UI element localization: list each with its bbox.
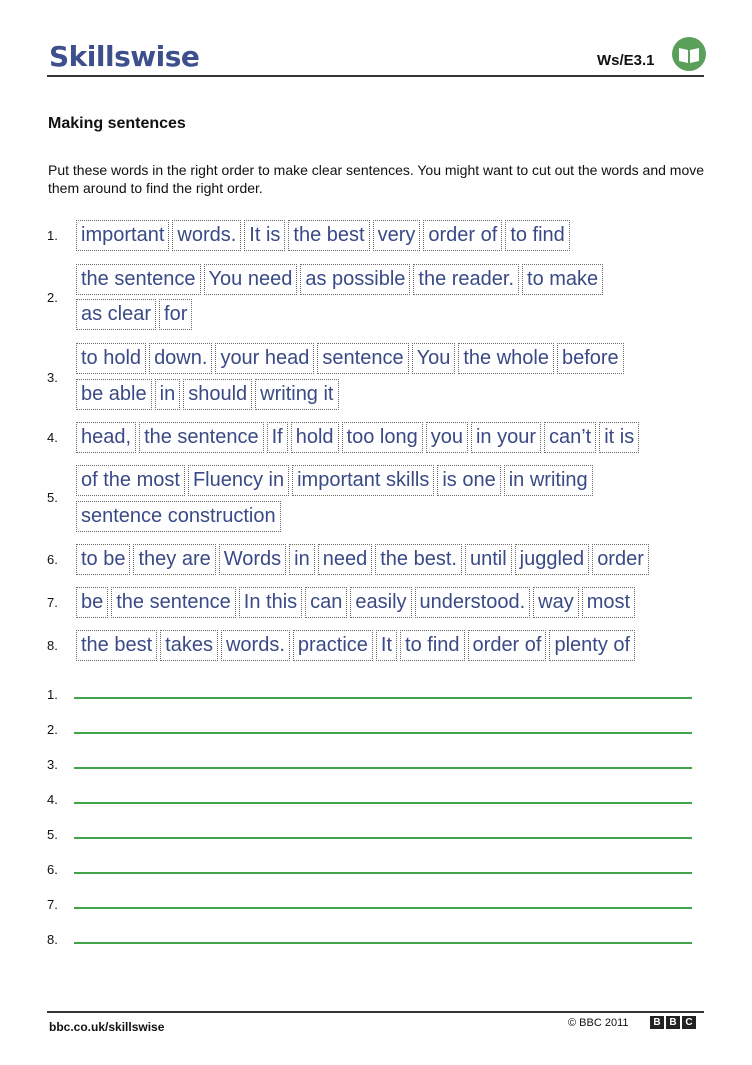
- answer-number: 8.: [47, 932, 58, 947]
- skillswise-logo: Skillswise: [49, 40, 200, 73]
- footer-url: bbc.co.uk/skillswise: [49, 1020, 165, 1034]
- exercise-number: 7.: [47, 595, 58, 610]
- word-card[interactable]: juggled: [515, 544, 590, 575]
- copyright: © BBC 2011: [568, 1017, 629, 1029]
- word-card[interactable]: in writing: [504, 465, 593, 496]
- word-card[interactable]: the sentence: [76, 264, 201, 295]
- word-card[interactable]: they are: [133, 544, 215, 575]
- word-card[interactable]: your head: [215, 343, 314, 374]
- word-card[interactable]: writing it: [255, 379, 338, 410]
- word-card[interactable]: as clear: [76, 299, 156, 330]
- word-card[interactable]: need: [318, 544, 373, 575]
- answer-line[interactable]: [74, 942, 692, 944]
- answer-line[interactable]: [74, 732, 692, 734]
- word-card[interactable]: understood.: [415, 587, 531, 618]
- word-card[interactable]: down.: [149, 343, 212, 374]
- word-card[interactable]: If: [267, 422, 288, 453]
- word-card[interactable]: be able: [76, 379, 152, 410]
- word-card[interactable]: too long: [342, 422, 423, 453]
- answer-number: 3.: [47, 757, 58, 772]
- exercise-number: 8.: [47, 638, 58, 653]
- word-card[interactable]: is one: [437, 465, 500, 496]
- word-card[interactable]: before: [557, 343, 624, 374]
- word-card[interactable]: easily: [350, 587, 411, 618]
- answer-number: 6.: [47, 862, 58, 877]
- bbc-logo: [650, 1016, 696, 1029]
- answer-line[interactable]: [74, 767, 692, 769]
- word-card[interactable]: you: [426, 422, 468, 453]
- word-card[interactable]: it is: [599, 422, 639, 453]
- word-card[interactable]: takes: [160, 630, 218, 661]
- answer-number: 5.: [47, 827, 58, 842]
- word-card[interactable]: plenty of: [549, 630, 635, 661]
- word-card[interactable]: order of: [468, 630, 547, 661]
- word-card[interactable]: in: [289, 544, 315, 575]
- word-card[interactable]: to hold: [76, 343, 146, 374]
- word-card[interactable]: for: [159, 299, 192, 330]
- word-card[interactable]: way: [533, 587, 579, 618]
- exercise-number: 6.: [47, 552, 58, 567]
- word-card[interactable]: in your: [471, 422, 541, 453]
- bbc-letter: B: [666, 1016, 680, 1029]
- instructions: Put these words in the right order to make clear sentences. You might want to cut out the words and move them around to find the right order.: [48, 162, 705, 196]
- word-card[interactable]: as possible: [300, 264, 410, 295]
- word-card[interactable]: very: [373, 220, 421, 251]
- word-card[interactable]: until: [465, 544, 512, 575]
- word-card[interactable]: to find: [505, 220, 569, 251]
- open-book-icon: [671, 36, 707, 72]
- answer-line[interactable]: [74, 907, 692, 909]
- bbc-letter: B: [650, 1016, 664, 1029]
- word-card[interactable]: It: [376, 630, 397, 661]
- word-card[interactable]: order: [592, 544, 649, 575]
- word-card[interactable]: sentence construction: [76, 501, 281, 532]
- answer-number: 2.: [47, 722, 58, 737]
- word-card[interactable]: words.: [221, 630, 290, 661]
- word-row: [76, 501, 281, 532]
- answer-number: 7.: [47, 897, 58, 912]
- word-row: [76, 379, 339, 410]
- exercise-number: 3.: [47, 370, 58, 385]
- word-card[interactable]: You: [412, 343, 456, 374]
- word-card[interactable]: the reader.: [413, 264, 519, 295]
- word-card[interactable]: can: [305, 587, 347, 618]
- word-card[interactable]: order of: [423, 220, 502, 251]
- word-card[interactable]: In this: [239, 587, 302, 618]
- word-card[interactable]: to be: [76, 544, 130, 575]
- word-card[interactable]: important: [76, 220, 169, 251]
- footer-rule: [47, 1011, 704, 1013]
- word-card[interactable]: most: [582, 587, 635, 618]
- bbc-letter: C: [682, 1016, 696, 1029]
- word-card[interactable]: Fluency in: [188, 465, 289, 496]
- word-card[interactable]: Words: [219, 544, 286, 575]
- word-card[interactable]: should: [183, 379, 252, 410]
- word-row: [76, 343, 624, 374]
- answer-number: 4.: [47, 792, 58, 807]
- exercise-number: 4.: [47, 430, 58, 445]
- word-card[interactable]: can’t: [544, 422, 596, 453]
- exercise-number: 1.: [47, 228, 58, 243]
- word-row: [76, 422, 639, 453]
- word-row: [76, 544, 649, 575]
- word-card[interactable]: sentence: [317, 343, 408, 374]
- word-card[interactable]: of the most: [76, 465, 185, 496]
- word-card[interactable]: the best.: [375, 544, 462, 575]
- word-card[interactable]: head,: [76, 422, 136, 453]
- word-row: [76, 299, 192, 330]
- word-card[interactable]: the best: [288, 220, 369, 251]
- word-card[interactable]: the best: [76, 630, 157, 661]
- word-card[interactable]: It is: [244, 220, 285, 251]
- word-row: [76, 630, 635, 661]
- answer-number: 1.: [47, 687, 58, 702]
- word-card[interactable]: to make: [522, 264, 603, 295]
- word-card[interactable]: be: [76, 587, 108, 618]
- word-card[interactable]: practice: [293, 630, 373, 661]
- word-card[interactable]: the whole: [458, 343, 554, 374]
- word-row: [76, 465, 593, 496]
- answer-line[interactable]: [74, 872, 692, 874]
- word-card[interactable]: the sentence: [139, 422, 264, 453]
- word-row: [76, 587, 635, 618]
- answer-line[interactable]: [74, 697, 692, 699]
- word-row: [76, 264, 603, 295]
- answer-line[interactable]: [74, 802, 692, 804]
- exercise-number: 5.: [47, 490, 58, 505]
- word-card[interactable]: words.: [172, 220, 241, 251]
- word-card[interactable]: to find: [400, 630, 464, 661]
- word-card[interactable]: the sentence: [111, 587, 236, 618]
- word-card[interactable]: important skills: [292, 465, 434, 496]
- exercise-number: 2.: [47, 290, 58, 305]
- word-row: [76, 220, 570, 251]
- answer-line[interactable]: [74, 837, 692, 839]
- word-card[interactable]: in: [155, 379, 181, 410]
- page-title: Making sentences: [48, 115, 186, 132]
- word-card[interactable]: hold: [291, 422, 339, 453]
- worksheet-reference: Ws/E3.1: [597, 52, 655, 69]
- word-card[interactable]: You need: [204, 264, 298, 295]
- header-rule: [47, 75, 704, 77]
